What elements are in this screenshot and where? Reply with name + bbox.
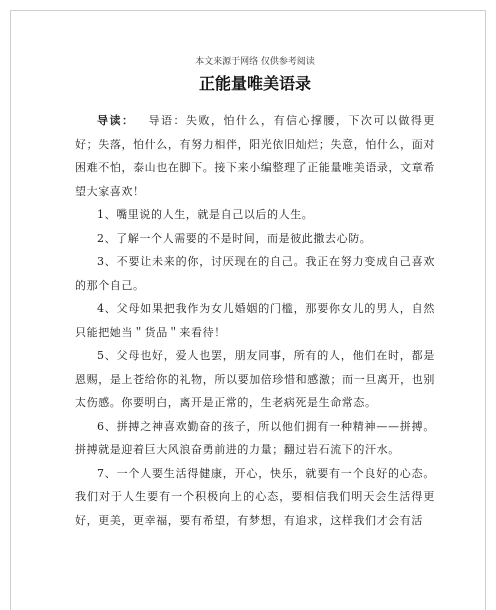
- document-body: [75, 55, 435, 532]
- quote-paragraph-1: 1、嘴里说的人生，就是自己以后的人生。: [97, 208, 314, 221]
- quote-paragraph-4: 4、父母如果把我作为女儿婚姻的门槛，那要你女儿的男人，自然只能把她当＂货品＂来看待！: [75, 302, 435, 339]
- intro-text: 导语：失败，怕什么，有信心撑腰，下次可以做得更好；失落，怕什么，有努力相伴，阳光依旧灿烂；失意，怕什么，面对困难不怕，泰山也在脚下。接下来小编整理了正能量唯美语录，文章希望大家喜欢！: [75, 114, 435, 198]
- intro-label: 导读：: [97, 114, 135, 127]
- document-page: [10, 10, 486, 610]
- document-title: 正能量唯美语录: [198, 74, 311, 93]
- quote-paragraph-3: 3、不要让未来的你，讨厌现在的自己。我正在努力变成自己喜欢的那个自己。: [75, 255, 435, 292]
- source-note: 本文来源于网络 仅供参考阅读: [195, 57, 315, 67]
- quote-paragraph-7: 7、一个人要生活得健康，开心，快乐，就要有一个良好的心态。我们对于人生要有一个积极向上的心态，要相信我们明天会生活得更好，更美，更幸福，要有希望，有梦想，有追求，这样我们才会有活: [75, 466, 435, 527]
- quote-paragraph-5: 5、父母也好，爱人也罢，朋友同事，所有的人，他们在时，都是恩赐，是上苍给你的礼物，所以要加倍珍惜和感激；而一旦离开，也别太伤感。你要明白，离开是正常的，生老病死是生命常态。: [75, 349, 435, 409]
- quote-paragraph-6: 6、拼搏之神喜欢勤奋的孩子，所以他们拥有一种精神——拼搏。拼搏就是迎着巨大风浪奋勇前进的力量；翻过岩石流下的汗水。: [75, 419, 435, 456]
- quote-paragraph-2: 2、了解一个人需要的不是时间，而是彼此撒去心防。: [97, 231, 372, 245]
- intro-paragraph: [75, 109, 435, 203]
